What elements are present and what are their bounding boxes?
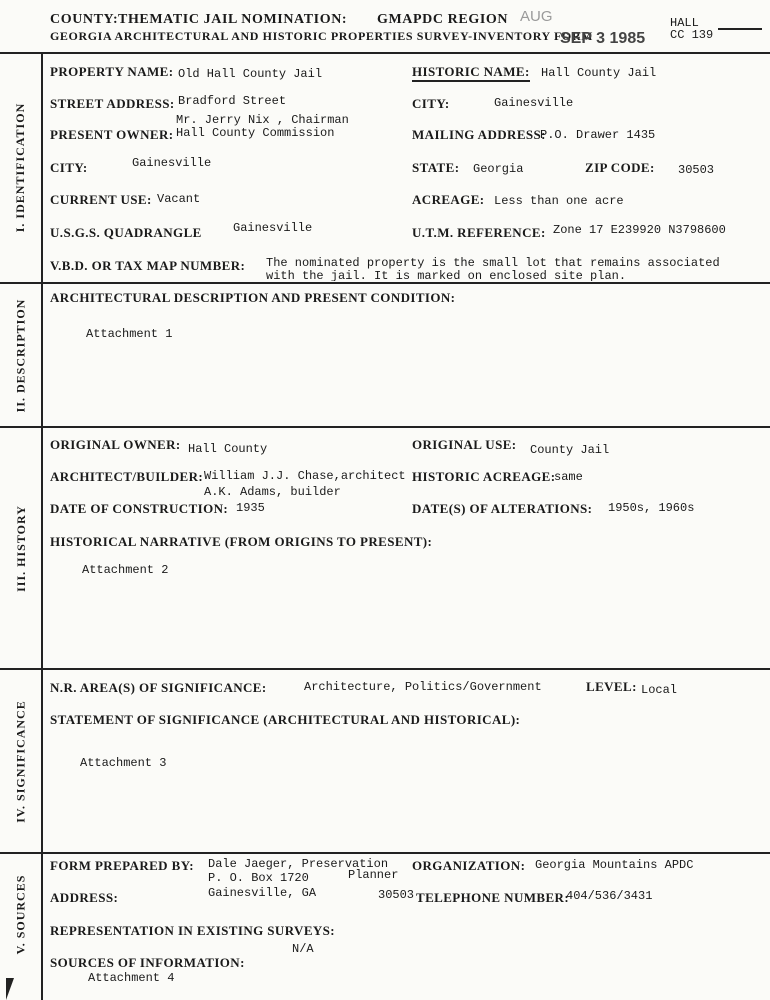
section-description: II. DESCRIPTION (13, 298, 28, 412)
left-margin-rule (41, 52, 43, 1000)
utm-reference-value: Zone 17 E239920 N3798600 (553, 223, 726, 237)
builder-value: A.K. Adams, builder (204, 485, 341, 499)
organization-label: ORGANIZATION: (412, 858, 526, 873)
form-title: THEMATIC JAIL NOMINATION: (118, 12, 348, 27)
telephone-value: 404/536/3431 (566, 889, 653, 903)
owner-city-label: CITY: (50, 160, 88, 175)
section-significance: IV. SIGNIFICANCE (13, 699, 28, 823)
divider-top (0, 52, 770, 54)
sources-of-information-value: Attachment 4 (88, 971, 175, 985)
region: GMAPDC REGION (377, 12, 509, 27)
original-owner-label: ORIGINAL OWNER: (50, 437, 181, 452)
present-owner-value: Hall County Commission (176, 126, 335, 140)
statement-of-significance-value: Attachment 3 (80, 756, 167, 770)
alterations-date-value: 1950s, 1960s (608, 501, 695, 515)
address-city-value: Gainesville, GA (208, 886, 317, 900)
address-zip-value: 30503 (378, 888, 415, 902)
construction-date-label: DATE OF CONSTRUCTION: (50, 501, 229, 516)
acreage-label: ACREAGE: (412, 192, 485, 207)
divider-4 (0, 852, 770, 854)
historic-name-label: HISTORIC NAME: (412, 64, 530, 82)
divider-2 (0, 426, 770, 428)
state-value: Georgia (473, 162, 524, 176)
owner-city-value: Gainesville (132, 156, 212, 170)
form-prepared-by-label: FORM PREPARED BY: (50, 858, 195, 873)
utm-reference-label: U.T.M. REFERENCE: (412, 225, 546, 240)
construction-date-value: 1935 (236, 501, 265, 515)
property-name-label: PROPERTY NAME: (50, 64, 174, 79)
county-underline (718, 28, 762, 30)
divider-3 (0, 668, 770, 670)
historic-acreage-value: same (554, 470, 583, 484)
tax-map-value-line2: with the jail. It is marked on enclosed site plan. (266, 269, 627, 281)
areas-of-significance-label: N.R. AREA(S) OF SIGNIFICANCE: (50, 680, 267, 695)
county-code: CC 139 (670, 28, 714, 42)
po-box-value: P. O. Box 1720 (208, 871, 309, 885)
section-sources: V. SOURCES (13, 874, 28, 954)
usgs-quadrangle-value: Gainesville (233, 221, 313, 235)
tax-map-value-line1: The nominated property is the small lot that remains associated (266, 256, 720, 270)
architect-value: William J.J. Chase,architect (204, 469, 406, 483)
original-use-value: County Jail (530, 443, 610, 457)
sources-of-information-label: SOURCES OF INFORMATION: (50, 955, 245, 970)
zip-code-label: ZIP CODE: (585, 160, 655, 175)
alterations-date-label: DATE(S) OF ALTERATIONS: (412, 501, 593, 516)
city-label: CITY: (412, 96, 450, 111)
original-owner-value: Hall County (188, 442, 268, 456)
mailing-address-value: P.O. Drawer 1435 (540, 128, 656, 142)
street-address-value: Bradford Street (178, 94, 287, 108)
architect-builder-label: ARCHITECT/BUILDER: (50, 469, 204, 484)
preparer-title-value: Planner (348, 868, 399, 882)
county-name: HALL (670, 16, 699, 30)
arch-description-value: Attachment 1 (86, 327, 173, 341)
historical-narrative-label: HISTORICAL NARRATIVE (FROM ORIGINS TO PRESENT): (50, 534, 433, 549)
existing-surveys-label: REPRESENTATION IN EXISTING SURVEYS: (50, 923, 336, 938)
form-prepared-by-value: Dale Jaeger, Preservation (208, 857, 389, 871)
existing-surveys-value: N/A (292, 942, 314, 956)
owner-contact-value: Mr. Jerry Nix , Chairman (176, 113, 349, 127)
level-value: Local (641, 683, 678, 697)
form-subtitle: GEORGIA ARCHITECTURAL AND HISTORIC PROPERTIES SURVEY-INVENTORY FORM (50, 29, 594, 43)
organization-value: Georgia Mountains APDC (535, 858, 694, 872)
received-stamp-aug: AUG (520, 8, 553, 25)
current-use-label: CURRENT USE: (50, 192, 152, 207)
property-name-value: Old Hall County Jail (178, 67, 323, 81)
zip-code-value: 30503 (678, 163, 715, 177)
acreage-value: Less than one acre (494, 194, 624, 208)
divider-1 (0, 282, 770, 284)
original-use-label: ORIGINAL USE: (412, 437, 517, 452)
telephone-label: TELEPHONE NUMBER: (416, 890, 570, 905)
tax-map-label: V.B.D. OR TAX MAP NUMBER: (50, 258, 246, 273)
present-owner-label: PRESENT OWNER: (50, 127, 174, 142)
historic-acreage-label: HISTORIC ACREAGE: (412, 469, 556, 484)
historic-name-value: Hall County Jail (541, 66, 657, 80)
tax-map-value-line2-clip (266, 269, 626, 281)
city-value: Gainesville (494, 96, 574, 110)
section-identification: I. IDENTIFICATION (13, 102, 28, 232)
received-stamp-sep: SEP 3 1985 (560, 30, 646, 47)
statement-of-significance-label: STATEMENT OF SIGNIFICANCE (ARCHITECTURAL AND HISTORICAL): (50, 712, 521, 727)
level-label: LEVEL: (586, 679, 637, 694)
address-label: ADDRESS: (50, 890, 119, 905)
current-use-value: Vacant (157, 192, 201, 206)
street-address-label: STREET ADDRESS: (50, 96, 175, 111)
section-history: III. HISTORY (13, 504, 28, 592)
corner-mark (6, 978, 14, 1000)
areas-of-significance-value: Architecture, Politics/Government (304, 680, 542, 694)
mailing-address-label: MAILING ADDRESS: (412, 127, 546, 142)
arch-description-label: ARCHITECTURAL DESCRIPTION AND PRESENT CONDITION: (50, 290, 456, 305)
state-label: STATE: (412, 160, 460, 175)
usgs-quadrangle-label: U.S.G.S. QUADRANGLE (50, 225, 202, 240)
historical-narrative-value: Attachment 2 (82, 563, 169, 577)
county-label: COUNTY: (50, 12, 119, 27)
